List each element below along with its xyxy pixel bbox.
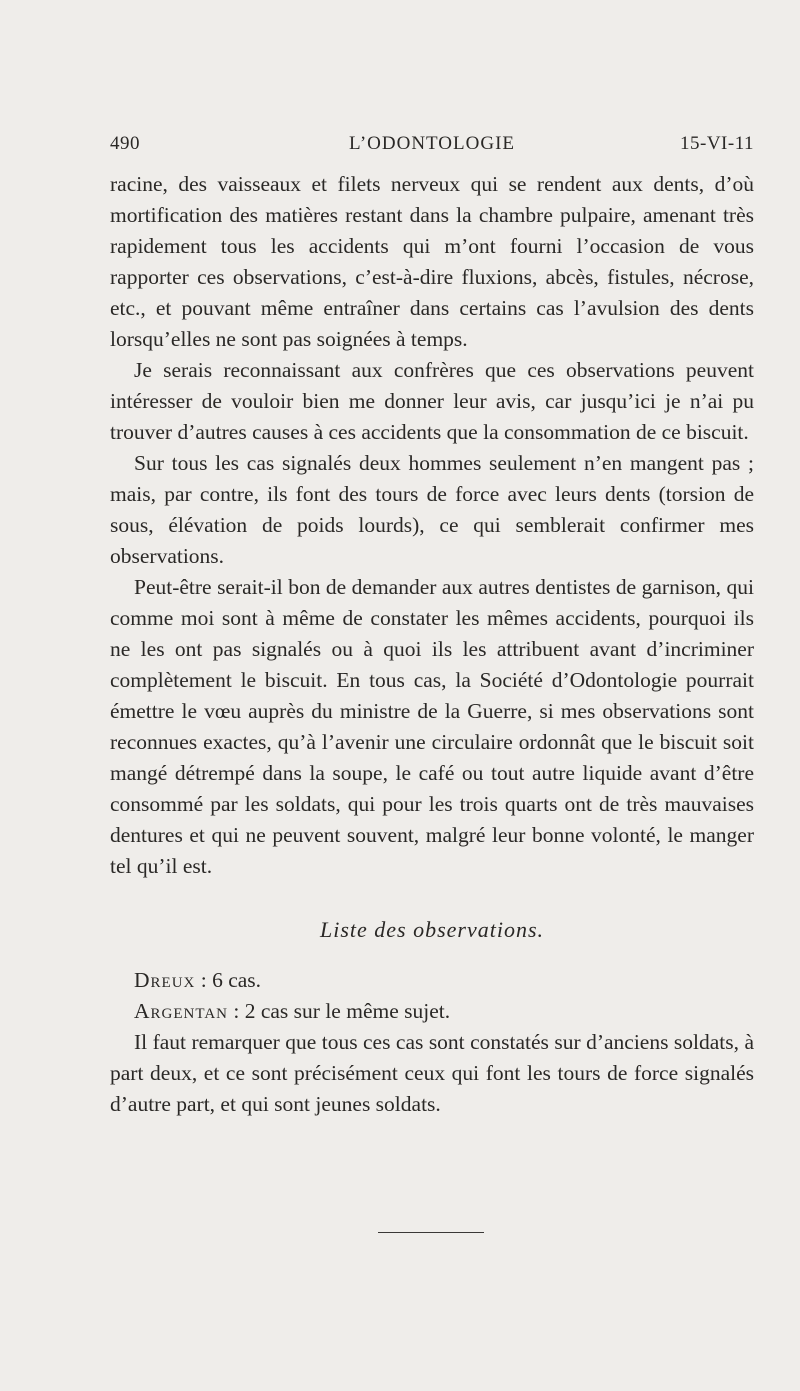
place-name-dreux: Dreux	[134, 968, 196, 992]
end-rule	[378, 1232, 484, 1233]
page-number: 490	[110, 133, 140, 154]
observation-argentan-count: : 2 cas sur le même sujet.	[228, 999, 451, 1023]
running-header	[110, 133, 754, 159]
paragraph-4: Peut-être serait-il bon de demander aux autres dentistes de garnison, qui comme moi sont à même de constater les mêmes accidents, pourquoi ils ne les ont pas signalés ou à quoi ils les attribuent avant d’incriminer complètement le biscuit. En tous cas, la Société d’Odontologie pourrait émettre le vœu auprès du ministre de la Guerre, si mes observations sont reconnues exactes, qu’à l’avenir une circulaire ordonnât que le biscuit soit mangé détrempé dans la soupe, le café ou tout autre liquide avant d’être consommé par les soldats, qui pour les trois quarts ont de très mauvaises dentures et qui ne peuvent souvent, malgré leur bonne volonté, le manger tel qu’il est.	[110, 575, 754, 878]
place-name-argentan: Argentan	[134, 999, 228, 1023]
paragraph-3: Sur tous les cas signalés deux hommes seulement n’en mangent pas ; mais, par contre, ils font des tours de force avec leurs dents (torsion de sous, élévation de poids lourds), ce qui semblerait confirmer mes observations.	[110, 451, 754, 568]
closing-paragraph: Il faut remarquer que tous ces cas sont constatés sur d’anciens soldats, à part deux, et ce sont précisément ceux qui font les tours de force signalés d’autre part, et qui sont jeunes soldats.	[110, 1030, 754, 1116]
issue-date: 15-VI-11	[680, 133, 754, 154]
list-heading: Liste des observations.	[319, 917, 545, 942]
journal-title: L’ODONTOLOGIE	[348, 133, 516, 154]
paragraph-1: racine, des vaisseaux et filets nerveux qui se rendent aux dents, d’où mortification des matières restant dans la chambre pulpaire, amenant très rapidement tous les accidents qui m’ont fourni l’occasion de vous rapporter ces observations, c’est-à-dire fluxions, abcès, fistules, nécrose, etc., et pouvant même entraîner dans certains cas l’avulsion des dents lorsqu’elles ne sont pas soignées à temps.	[110, 172, 754, 351]
paragraph-2: Je serais reconnaissant aux confrères que ces observations peuvent intéresser de vouloir bien me donner leur avis, car jusqu’ici je n’ai pu trouver d’autres causes à ces accidents que la consommation de ce biscuit.	[110, 358, 754, 444]
observation-argentan	[110, 996, 754, 1027]
observation-dreux-count: : 6 cas.	[195, 968, 262, 992]
observation-dreux	[110, 965, 754, 996]
article-body	[110, 169, 754, 1120]
